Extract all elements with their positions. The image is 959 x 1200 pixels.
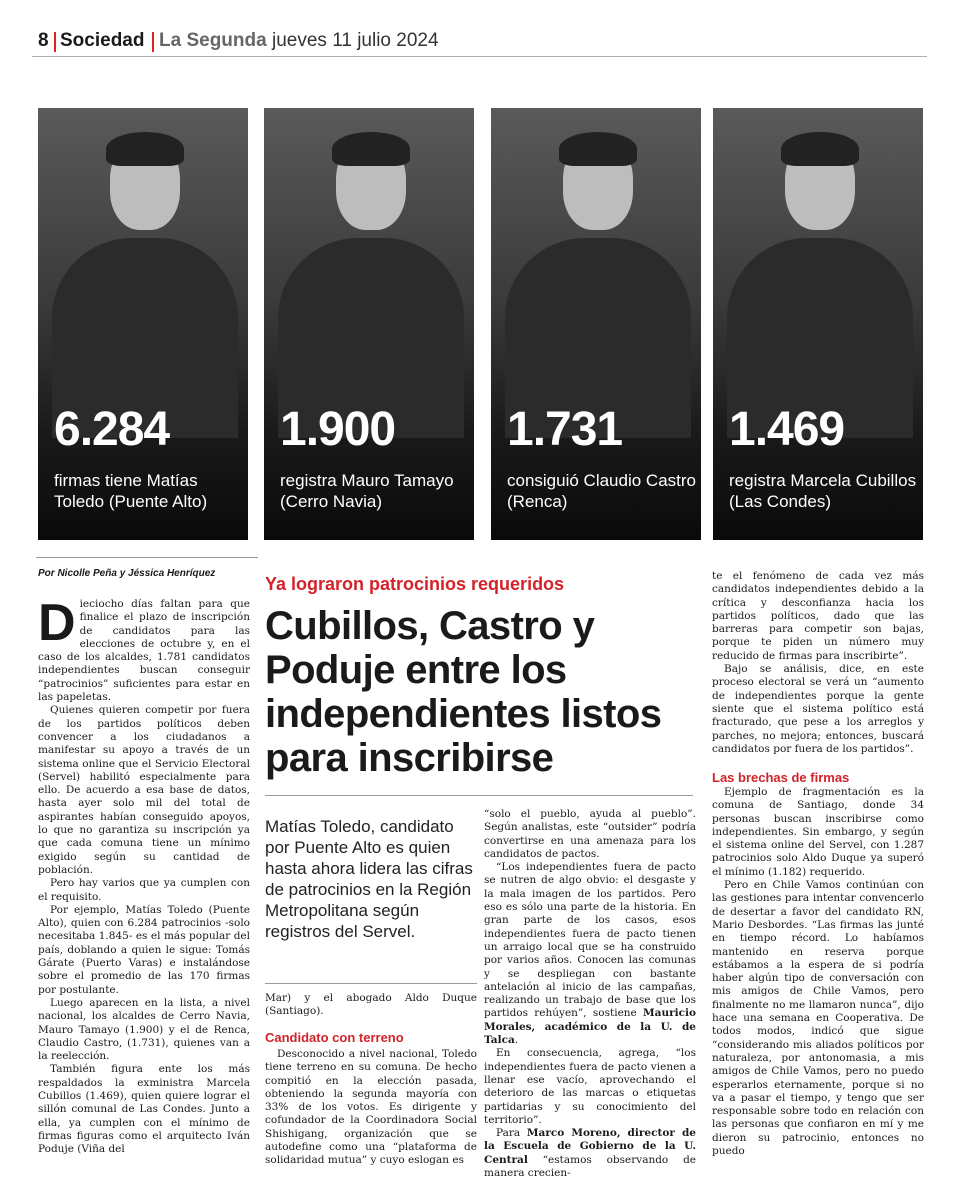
card-caption: firmas tiene Matías Toledo (Puente Alto): [54, 471, 208, 511]
subheading: Las brechas de firmas: [712, 770, 850, 785]
page-header: [0, 0, 959, 66]
paragraph: Bajo se análisis, dice, en este proceso electoral se verá un “aumento de independientes porque la gente siente que el sistema político está fracturado, que pese a los arreglos y parches, no mejora; entonces, buscará candidatos por fuera de los partidos”.: [712, 663, 924, 755]
quoted-source: Mauricio Morales, académico de la U. de Talca: [484, 1007, 696, 1047]
paragraph: Quienes quieren competir por fuera de los partidos políticos deben convencer a los ciudadanos a manifestar su apoyo a través de un sistema online que el Servicio Electoral (Servel) habilitó especialmente para ello. De acuerdo a esa base de datos, hasta ayer solo mil del total de aspirantes habían conseguido apoyos, lo que no garantiza su inscripción ya que cada comuna tiene un mínimo exigido según su cantidad de población.: [38, 704, 250, 876]
byline: Por Nicolle Peña y Jéssica Henríquez: [38, 568, 216, 579]
paragraph: “estamos observando de manera crecien-: [484, 1153, 696, 1180]
photo-hair: [781, 132, 859, 166]
paragraph: Mar) y el abogado Aldo Duque (Santiago).: [265, 992, 477, 1018]
article-column-2: [265, 992, 477, 1019]
signature-count: 6.284: [54, 403, 170, 456]
article-column-4b: [712, 786, 924, 1158]
candidate-card: [713, 108, 923, 540]
card-caption: consiguió Claudio Castro (Renca): [507, 471, 696, 511]
paragraph: Luego aparecen en la lista, a nivel nacional, los alcaldes de Cerro Navia, Mauro Tamayo (1.900) y el de Renca, Claudio Castro, (1.731), quienes van a la reelección.: [38, 996, 250, 1063]
paragraph: Ejemplo de fragmentación es la comuna de Santiago, donde 34 personas buscan inscribirse como independientes. Sin embargo, y según el sistema online del Servel, con 1.287 patrocinios solo Aldo Duque ya superó el mínimo (1.182) requerido.: [712, 786, 924, 878]
article-column-1: [38, 594, 250, 1156]
paragraph: te el fenómeno de cada vez más candidatos independientes debido a la crítica y desconfianza hacia los partidos políticos, dado que las barreras para competir son bajas, porque te piden un número muy reducido de firmas para inscribirte”.: [712, 570, 924, 662]
section-name: Sociedad: [60, 30, 145, 51]
headline: Cubillos, Castro y Poduje entre los independientes listos para inscribirse: [265, 604, 662, 780]
candidate-card: [491, 108, 701, 540]
article-column-2b: [265, 1048, 477, 1168]
header-separator: [54, 32, 56, 52]
candidate-card: [264, 108, 474, 540]
drop-cap: D: [38, 594, 76, 652]
byline-rule: [36, 557, 258, 558]
signature-count: 1.731: [507, 403, 623, 456]
kicker: Ya lograron patrocinios requeridos: [265, 574, 565, 594]
punctuation: .: [514, 1034, 519, 1047]
paragraph: Desconocido a nivel nacional, Toledo tiene terreno en su comuna. De hecho compitió en la elección pasada, obteniendo la segunda mayoría con 33% de los votos. Es dirigente y cofundador de la Coordinadora Social Shishigang, organización que se autodefine como una “plataforma de solidaridad mutua” y cuyo eslogan es: [265, 1048, 477, 1167]
paragraph: Pero hay varios que ya cumplen con el requisito.: [38, 877, 250, 903]
photo-hair: [332, 132, 410, 166]
article-column-4: [712, 570, 924, 756]
paragraph: “solo el pueblo, ayuda al pueblo”. Según analistas, este “outsider” podría convertirse en una amenaza para los candidatos de pactos.: [484, 808, 696, 860]
card-caption: registra Marcela Cubillos (Las Condes): [729, 471, 917, 511]
issue-date: jueves 11 julio 2024: [272, 30, 439, 51]
paragraph: ieciocho días faltan para que finalice el plazo de inscripción de candidatos para las elecciones de octubre y, en el caso de los alcaldes, 1.781 candidatos independientes buscan conseguir “patrocinios” suficientes para estar en las papeletas.: [38, 598, 250, 704]
paragraph: “Los independientes fuera de pacto se nutren de algo obvio: el desgaste y la mala imagen de los partidos. Pero eso es sólo una parte de la historia. En gran parte de los casos, esos independientes fuera de pacto tienen un arraigo local que se ha construido por varios años. Conocen las comunas y se despliegan con bastante antelación al inicio de las campañas, realizando un trabajo de base que los partidos rehúyen”, sostiene: [484, 861, 696, 1020]
newspaper-name: La Segunda: [159, 30, 267, 51]
headline-rule: [265, 795, 693, 796]
paragraph: En consecuencia, agrega, “los independientes fuera de pacto vienen a llenar ese vacío, aprovechando el deterioro de las marcas o etiquetas partidarias y su conocimiento del territorio”.: [484, 1047, 696, 1126]
paragraph: También figura ente los más respaldados la exministra Marcela Cubillos (1.469), quien quiere lograr el sillón comunal de Las Condes. Junto a ella, ya cumplen con el mínimo de firmas figuras como el arquitecto Iván Poduje (Viña del: [38, 1063, 250, 1156]
header-rule: [32, 56, 927, 57]
signature-count: 1.900: [280, 403, 396, 456]
subheading: Candidato con terreno: [265, 1030, 404, 1045]
lede: Matías Toledo, candidato por Puente Alto es quien hasta ahora lidera las cifras de patrocinios en la Región Metropolitana según registros del Servel.: [265, 817, 473, 941]
header-separator: [152, 32, 154, 52]
paragraph: Pero en Chile Vamos continúan con las gestiones para intentar convencerlo de desertar a favor del candidato RN, Mario Desbordes. “Las firmas las junté en tiempo récord. Lo habíamos mantenido en reserva porque estábamos a la espera de si podría haber algún tipo de conversación con mis amigos de Chile Vamos, pero finalmente no me llamaron nunca”, dijo hace una semana en Cooperativa. De todos modos, indicó que sigue “considerando mis aliados políticos por naturaleza, por antonomasia, a mis amigos de Chile Vamos, pero no puedo esperarlos eternamente, porque si no va a pasar el tiempo, y tengo que ser responsable sobre todo en relación con las personas que confiaron en mí y me dieron su patrocinio, entonces no puedo: [712, 879, 924, 1158]
signature-count: 1.469: [729, 403, 845, 456]
card-caption: registra Mauro Tamayo (Cerro Navia): [280, 471, 454, 511]
lede-rule: [265, 983, 477, 984]
quoted-source: Marco Moreno, director de la Escuela de Gobierno de la U. Central: [484, 1127, 696, 1166]
paragraph: Para: [496, 1127, 521, 1140]
page-number: 8: [38, 30, 49, 51]
photo-hair: [106, 132, 184, 166]
paragraph: Por ejemplo, Matías Toledo (Puente Alto), quien con 6.284 patrocinios -solo necesitaba 1.845- es el más popular del país, doblando a quien le sigue: Tomás Gárate (Puerto Varas) e instalándose sobre el promedio de las 170 firmas por postulante.: [38, 903, 250, 996]
article-column-3: [484, 808, 696, 1180]
candidate-card: [38, 108, 248, 540]
photo-hair: [559, 132, 637, 166]
